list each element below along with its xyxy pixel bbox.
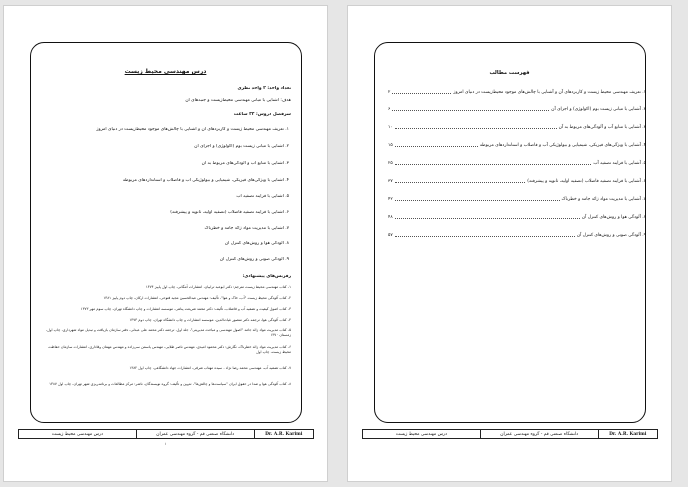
- toc-entry: ۹. آلودگی صوتی و روش‌های کنترل آن ۵۷: [388, 233, 646, 238]
- outline-heading: سرفصل دروس: ۳۲ ساعت: [233, 112, 291, 117]
- reference-item: ۸- کتاب آلودگی هوا و صدا در حقوق ایران "سیاست‌ها و چالش‌ها"، تدوین و تألیف: گروه نویسندگان، ناشر: مرکز مطالعات و برنامه‌ریزی شهر تهران، چاپ اول ۱۳۸۷: [49, 382, 291, 386]
- reference-item: ۲- کتاب آلودگی محیط زیست "آب، خاک و هوا"، تألیف: مهندس عبدالحسین مجید فتوحی، انتشارات ارکان، چاپ دوم پاییز ۱۳۸۱: [103, 296, 291, 300]
- page-title: درس مهندسی محیط زیست: [124, 68, 207, 75]
- toc-entry: ۷. آشنایی با مدیریت مواد زائد جامد و خطرناک ۴۲: [388, 197, 646, 202]
- course-page: [3, 5, 328, 482]
- footer-author: Dr. A.R. Karimi: [254, 430, 313, 438]
- topic-item: ۷. آشنایی با مدیریت مواد زائد جامد و خطرناک: [204, 226, 289, 231]
- topic-item: ۳. آشنایی با منابع آب و آلودگی‌های مربوط به آن: [201, 161, 289, 166]
- references-heading: رفرنس‌های پیشنهادی:: [242, 274, 291, 279]
- reference-item: ۷- کتاب تصفیه آب، مهندسی محمد رضا نژاد - سیده مهتاب شرفی، انتشارات جهاد دانشگاهی، چاپ اول ۱۳۸۲: [129, 366, 291, 370]
- reference-item: ۱- کتاب مهندسی محیط زیست مترجم: دکتر ابوعبد ترابیان، انتشارات آتنگانی، چاپ اول پاییز ۱۳۷۴: [145, 285, 291, 289]
- toc-entry: ۱. تعریف مهندسی محیط زیست و کاربردهای آن و آشنایی با چالش‌های موجود محیط‌زیست در دنیای امروز ۲: [388, 90, 646, 95]
- topic-item: ۱. تعریف مهندسی محیط زیست و کاربردهای آن و آشنایی با چالش‌های موجود محیط‌زیست در دنیای امروز: [96, 127, 289, 132]
- toc-entry: ۶. آشنایی با فرایند تصفیه فاضلاب (تصفیه اولیه، ثانویه و پیشرفته) ۳۷: [388, 179, 646, 184]
- toc-page: [347, 5, 672, 482]
- page-footer: [362, 429, 658, 439]
- topic-item: ۸. آلودگی هوا و روش‌های کنترل آن: [224, 241, 289, 246]
- reference-item: ۳- کتاب اصول کیفیت و تصفیه آب و فاضلاب، تألیف: دکتر محمد شریعت پناهی، موسسه انتشارات و چاپ دانشگاه تهران، چاپ سوم مهر ۱۳۷۳: [80, 307, 291, 311]
- footer-author: Dr. A.R. Karimi: [598, 430, 657, 438]
- topic-item: ۶. آشنایی با فرایند تصفیه فاضلاب (تصفیه اولیه، ثانویه و پیشرفته): [170, 210, 289, 215]
- page-footer: [18, 429, 314, 439]
- toc-entry: ۳. آشنایی با منابع آب و آلودگی‌های مربوط به آن ۱۰: [388, 125, 646, 130]
- footer-university: دانشگاه صنعتی قم - گروه مهندسی عمران: [480, 430, 598, 438]
- page-number: ۱: [164, 442, 167, 446]
- topic-item: ۵. آشنایی با فرایند تصفیه آب: [236, 194, 289, 199]
- units-line: تعداد واحد: ۲ واحد نظری: [237, 86, 291, 91]
- reference-item: ۶- کتاب مدیریت مواد زائد خطرناک، نگارش: دکتر محمود امیدی، مهندس ناصر طلایی، مهندس یاسمن سی‌زاده و مهندس مهمان وفاداری، انتشارات سازمان حفاظت محیط زیست، چاپ اول: [48, 345, 291, 354]
- goal-line: هدف: آشنایی با مبانی مهندسی محیط‌زیست و جنبه‌های آن: [185, 98, 291, 103]
- reference-item: ۵- کتاب مدیریت مواد زائد جامد "اصول مهندسی و مباحث مدیریتی"، جلد اول، ترجمه دکتر محمد علی عبدلی، دفتر سازمان بازیافت و تبدیل مواد شهرداری، چاپ اول، زمستان ۱۳۷۰: [46, 328, 291, 337]
- reference-item: ۴- کتاب آلودگی هوا، ترجمه دکتر منصور غیاث‌الدین، موسسه انتشارات و چاپ دانشگاه تهران، چاپ دوم ۱۳۷۳: [129, 318, 291, 322]
- footer-course: درس مهندسی محیط زیست: [51, 431, 104, 437]
- toc-entry: ۸. آلودگی هوا و روش‌های کنترل آن ۴۸: [388, 215, 646, 220]
- toc-title: فهرست مطالب: [489, 70, 530, 76]
- footer-course: درس مهندسی محیط زیست: [395, 431, 448, 437]
- toc-entry: ۲. آشنایی با مبانی زیست بوم (اکولوژی) و اجزای آن ۶: [388, 107, 646, 112]
- topic-item: ۴. آشنایی با ویژگی‌های فیزیکی، شیمیایی و بیولوژیکی آب و فاضلاب و استانداردهای مربوطه: [122, 178, 289, 183]
- toc-entry: ۵. آشنایی با فرایند تصفیه آب ۲۵: [388, 161, 646, 166]
- topic-item: ۲. آشنایی با مبانی زیست بوم (اکولوژی) و اجزای آن: [194, 144, 289, 149]
- toc-entry: ۴. آشنایی با ویژگی‌های فیزیکی، شیمیایی و بیولوژیکی آب و فاضلاب و استانداردهای مربوطه ۱۵: [388, 143, 646, 148]
- topic-item: ۹. آلودگی صوتی و روش‌های کنترل آن: [219, 257, 289, 262]
- footer-university: دانشگاه صنعتی قم - گروه مهندسی عمران: [136, 430, 254, 438]
